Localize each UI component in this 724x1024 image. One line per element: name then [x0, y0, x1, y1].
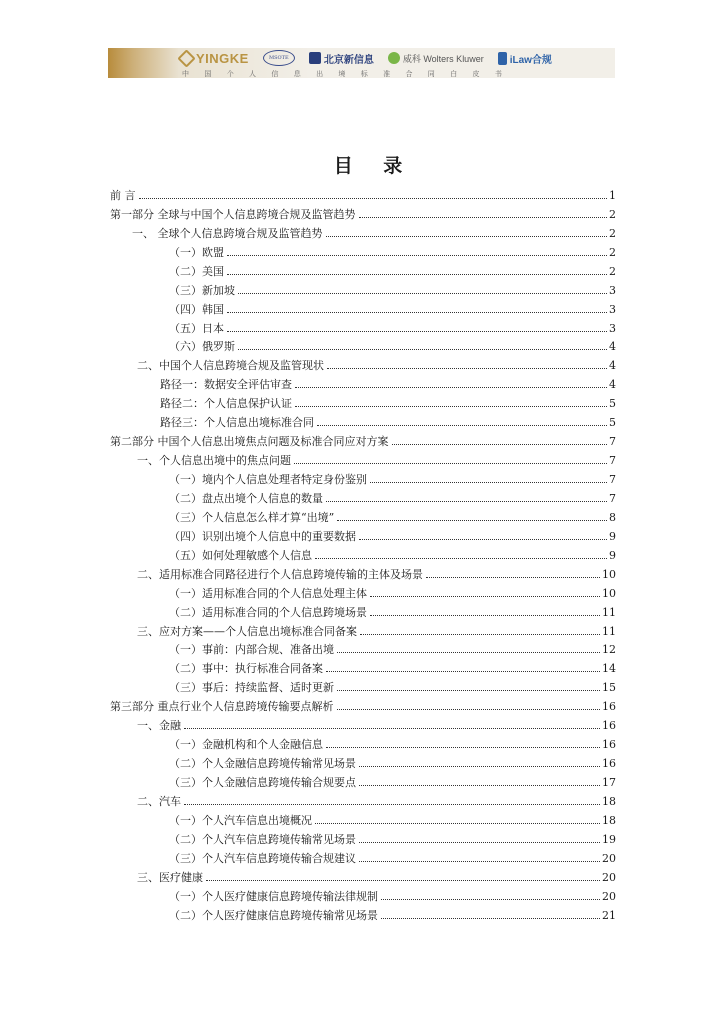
- toc-entry[interactable]: [110, 714, 616, 733]
- toc-entry-label: （五）日本: [169, 321, 224, 335]
- toc-leader-dots: [184, 804, 600, 805]
- toc-leader-dots: [392, 444, 608, 445]
- cn-logo-text: 北京新信息: [323, 54, 374, 66]
- subtitle-char: 中: [182, 70, 189, 78]
- toc-entry-page: 7: [609, 454, 616, 468]
- toc-entry-page: 1: [609, 188, 616, 202]
- yingke-logo-icon: [177, 49, 195, 67]
- toc-entry-page: 9: [609, 548, 616, 562]
- toc-entry-label: （四）识别出境个人信息中的重要数据: [169, 529, 356, 543]
- toc-entry[interactable]: [110, 752, 616, 771]
- toc-entry-label: 一、金融: [137, 719, 181, 733]
- toc-entry-label: （三）事后：持续监督、适时更新: [169, 681, 334, 695]
- toc-entry-label: （二）个人金融信息跨境传输常见场景: [169, 757, 356, 771]
- toc-leader-dots: [315, 558, 607, 559]
- toc-leader-dots: [294, 463, 607, 464]
- toc-entry-page: 4: [609, 359, 616, 373]
- toc-entry-label: （三）新加坡: [169, 283, 235, 297]
- toc-leader-dots: [337, 709, 601, 710]
- toc-entry-label: 一、个人信息出境中的焦点问题: [137, 454, 291, 468]
- toc-leader-dots: [227, 331, 607, 332]
- toc-entry[interactable]: [110, 241, 616, 260]
- subtitle-char: 书: [494, 70, 502, 78]
- toc-leader-dots: [326, 747, 600, 748]
- toc-leader-dots: [359, 539, 607, 540]
- toc-entry[interactable]: [110, 354, 616, 373]
- toc-leader-dots: [295, 406, 607, 407]
- toc-entry-label: （一）个人汽车信息出境概况: [169, 813, 312, 827]
- toc-entry-page: 3: [609, 321, 616, 335]
- toc-entry-label: （一）适用标准合同的个人信息处理主体: [169, 586, 367, 600]
- toc-leader-dots: [184, 728, 600, 729]
- toc-entry-page: 18: [602, 794, 616, 808]
- toc-leader-dots: [337, 520, 607, 521]
- toc-entry-page: 4: [609, 378, 616, 392]
- toc-entry-label: 第三部分 重点行业个人信息跨境传输要点解析: [110, 700, 334, 714]
- toc-entry[interactable]: [110, 411, 616, 430]
- toc-entry-label: 第二部分 中国个人信息出境焦点问题及标准合同应对方案: [110, 435, 389, 449]
- toc-entry-page: 8: [609, 510, 616, 524]
- toc-entry-page: 20: [602, 851, 616, 865]
- toc-entry[interactable]: [110, 790, 616, 809]
- subtitle-char: 同: [427, 70, 435, 78]
- toc-leader-dots: [227, 274, 607, 275]
- toc-entry-label: （一）欧盟: [169, 245, 224, 259]
- toc-entry[interactable]: [110, 866, 616, 885]
- toc-leader-dots: [227, 312, 607, 313]
- subtitle-char: 皮: [472, 70, 480, 78]
- toc-leader-dots: [359, 766, 600, 767]
- toc-entry-page: 11: [602, 605, 616, 619]
- oval-logo: MSOTE: [263, 50, 295, 66]
- toc-leader-dots: [326, 671, 600, 672]
- toc-leader-dots: [295, 387, 607, 388]
- toc-entry-page: 12: [602, 643, 616, 657]
- toc-entry-label: （二）美国: [169, 264, 224, 278]
- toc-entry[interactable]: [110, 487, 616, 506]
- toc-entry-label: （二）事中：执行标准合同备案: [169, 662, 323, 676]
- toc-entry-label: （六）俄罗斯: [169, 340, 235, 354]
- subtitle-char: 信: [271, 70, 279, 78]
- toc-entry[interactable]: [110, 317, 616, 336]
- toc-entry[interactable]: [110, 544, 616, 563]
- toc-leader-dots: [381, 899, 600, 900]
- subtitle-char: 人: [249, 70, 257, 78]
- toc-entry-page: 18: [602, 813, 616, 827]
- toc-entry-page: 4: [609, 340, 616, 354]
- toc-entry-page: 2: [609, 207, 616, 221]
- wolters-kluwer-logo: [388, 52, 484, 65]
- toc-entry-page: 16: [602, 719, 616, 733]
- yingke-logo: [180, 51, 249, 66]
- toc-leader-dots: [139, 198, 608, 199]
- toc-leader-dots: [360, 634, 600, 635]
- header-subtitle: [182, 69, 502, 79]
- subtitle-char: 个: [226, 70, 234, 78]
- toc-entry-label: （二）适用标准合同的个人信息跨境场景: [169, 605, 367, 619]
- toc-entry-page: 20: [602, 870, 616, 884]
- toc-entry-label: （二）个人医疗健康信息跨境传输常见场景: [169, 908, 378, 922]
- toc-entry-page: 7: [609, 473, 616, 486]
- toc-entry-page: 10: [602, 567, 616, 581]
- toc-entry-label: 一、 全球个人信息跨境合规及监管趋势: [132, 226, 323, 240]
- toc-entry[interactable]: [110, 430, 616, 449]
- toc-entry-page: 10: [602, 586, 616, 600]
- toc-entry-label: 三、医疗健康: [137, 870, 203, 884]
- toc-entry[interactable]: [110, 184, 616, 203]
- toc-entry-label: 二、适用标准合同路径进行个人信息跨境传输的主体及场景: [137, 567, 423, 581]
- toc-entry-page: 21: [602, 908, 616, 922]
- toc-entry[interactable]: [110, 620, 616, 639]
- cn-logo-icon: [309, 52, 321, 64]
- toc-entry-label: 二、汽车: [137, 794, 181, 808]
- toc-entry-label: （一）事前：内部合规、准备出境: [169, 643, 334, 657]
- wolters-kluwer-logo-icon: [388, 52, 400, 64]
- toc-entry-label: （五）如何处理敏感个人信息: [169, 548, 312, 562]
- toc-entry-page: 16: [602, 700, 616, 714]
- toc-entry-label: （四）韩国: [169, 302, 224, 316]
- toc-entry[interactable]: [110, 563, 616, 582]
- toc-leader-dots: [315, 823, 600, 824]
- toc-entry-label: （二）个人汽车信息跨境传输常见场景: [169, 832, 356, 846]
- toc-leader-dots: [426, 577, 600, 578]
- toc-entry-page: 7: [609, 435, 616, 449]
- toc-entry-label: 三、应对方案——个人信息出境标准合同备案: [137, 624, 357, 638]
- toc-entry-page: 7: [609, 491, 616, 505]
- toc-entry-page: 20: [602, 889, 616, 903]
- toc-leader-dots: [359, 785, 600, 786]
- toc-leader-dots: [370, 482, 607, 483]
- cn-logo: [309, 51, 374, 66]
- toc-entry-label: （三）个人金融信息跨境传输合规要点: [169, 776, 356, 789]
- toc-entry[interactable]: [110, 904, 616, 923]
- toc-entry[interactable]: [110, 885, 616, 904]
- toc-entry[interactable]: [110, 506, 616, 525]
- toc-entry[interactable]: [110, 336, 616, 355]
- toc-leader-dots: [337, 652, 600, 653]
- toc-entry[interactable]: [110, 260, 616, 279]
- toc-leader-dots: [359, 842, 600, 843]
- table-of-contents: [110, 184, 616, 923]
- toc-entry-label: （二）盘点出境个人信息的数量: [169, 491, 323, 505]
- toc-leader-dots: [370, 615, 600, 616]
- toc-entry[interactable]: [110, 279, 616, 298]
- toc-entry[interactable]: [110, 695, 616, 714]
- toc-entry-label: 二、中国个人信息跨境合规及监管现状: [137, 359, 324, 373]
- toc-entry-page: 19: [602, 832, 616, 846]
- toc-entry[interactable]: [110, 468, 616, 487]
- toc-entry-label: 第一部分 全球与中国个人信息跨境合规及监管趋势: [110, 207, 356, 221]
- toc-entry-label: 前 言: [110, 188, 136, 202]
- toc-entry-page: 3: [609, 302, 616, 316]
- toc-entry[interactable]: [110, 809, 616, 828]
- ilaw-logo-icon: [498, 52, 507, 65]
- subtitle-char: 国: [204, 70, 212, 78]
- subtitle-char: 息: [293, 70, 301, 78]
- toc-entry-page: 11: [602, 624, 616, 638]
- wolters-kluwer-logo-text: 威科 Wolters Kluwer: [402, 53, 484, 64]
- toc-entry[interactable]: [110, 733, 616, 752]
- toc-leader-dots: [359, 861, 600, 862]
- toc-entry[interactable]: [110, 657, 616, 676]
- toc-entry-page: 16: [602, 738, 616, 752]
- toc-entry[interactable]: [110, 222, 616, 241]
- toc-leader-dots: [206, 880, 600, 881]
- toc-leader-dots: [337, 690, 600, 691]
- toc-leader-dots: [381, 918, 600, 919]
- toc-leader-dots: [370, 596, 600, 597]
- toc-leader-dots: [227, 255, 607, 256]
- toc-leader-dots: [326, 501, 607, 502]
- toc-entry-page: 3: [609, 283, 616, 297]
- toc-entry-page: 15: [602, 681, 616, 695]
- toc-leader-dots: [238, 293, 607, 294]
- ilaw-logo: [498, 51, 552, 66]
- toc-entry-page: 2: [609, 264, 616, 278]
- toc-leader-dots: [359, 217, 608, 218]
- toc-entry-label: （一）个人医疗健康信息跨境传输法律规制: [169, 889, 378, 903]
- subtitle-char: 白: [450, 70, 458, 78]
- toc-entry[interactable]: [110, 298, 616, 317]
- toc-entry[interactable]: [110, 392, 616, 411]
- subtitle-char: 合: [405, 70, 413, 78]
- toc-entry-page: 5: [609, 397, 616, 411]
- toc-entry-page: 9: [609, 529, 616, 543]
- toc-leader-dots: [238, 349, 607, 350]
- toc-leader-dots: [326, 236, 608, 237]
- toc-entry-label: （三）个人信息怎么样才算“出境”: [169, 510, 335, 524]
- subtitle-char: 标: [360, 70, 368, 78]
- partner-logos: [180, 50, 610, 66]
- toc-entry[interactable]: [110, 582, 616, 601]
- toc-entry-label: 路径三：个人信息出境标准合同: [160, 416, 314, 430]
- toc-entry[interactable]: [110, 601, 616, 620]
- toc-entry[interactable]: [110, 771, 616, 790]
- subtitle-char: 出: [316, 70, 324, 78]
- toc-entry[interactable]: [110, 828, 616, 847]
- toc-entry-page: 16: [602, 757, 616, 771]
- toc-entry[interactable]: [110, 203, 616, 222]
- toc-entry-page: 2: [609, 245, 616, 259]
- toc-entry-label: （一）金融机构和个人金融信息: [169, 738, 323, 752]
- page-title: 目 录: [333, 155, 415, 177]
- subtitle-char: 境: [338, 70, 346, 78]
- toc-entry-page: 5: [609, 416, 616, 430]
- toc-entry[interactable]: [110, 449, 616, 468]
- toc-entry-page: 14: [602, 662, 616, 676]
- toc-entry[interactable]: [110, 639, 616, 658]
- toc-entry-label: 路径一：数据安全评估审查: [160, 378, 292, 392]
- toc-entry-page: 17: [602, 776, 616, 789]
- ilaw-logo-text: iLaw合规: [509, 54, 552, 66]
- toc-entry[interactable]: [110, 525, 616, 544]
- toc-leader-dots: [327, 368, 607, 369]
- toc-entry-label: （三）个人汽车信息跨境传输合规建议: [169, 851, 356, 865]
- toc-entry-label: （一）境内个人信息处理者特定身份鉴别: [169, 473, 367, 486]
- toc-entry-page: 2: [609, 226, 616, 240]
- toc-leader-dots: [317, 425, 607, 426]
- toc-entry-label: 路径二：个人信息保护认证: [160, 397, 292, 411]
- toc-entry[interactable]: [110, 373, 616, 392]
- yingke-logo-text: YINGKE: [196, 50, 249, 66]
- subtitle-char: 准: [383, 70, 391, 78]
- toc-entry[interactable]: [110, 847, 616, 866]
- toc-entry[interactable]: [110, 676, 616, 695]
